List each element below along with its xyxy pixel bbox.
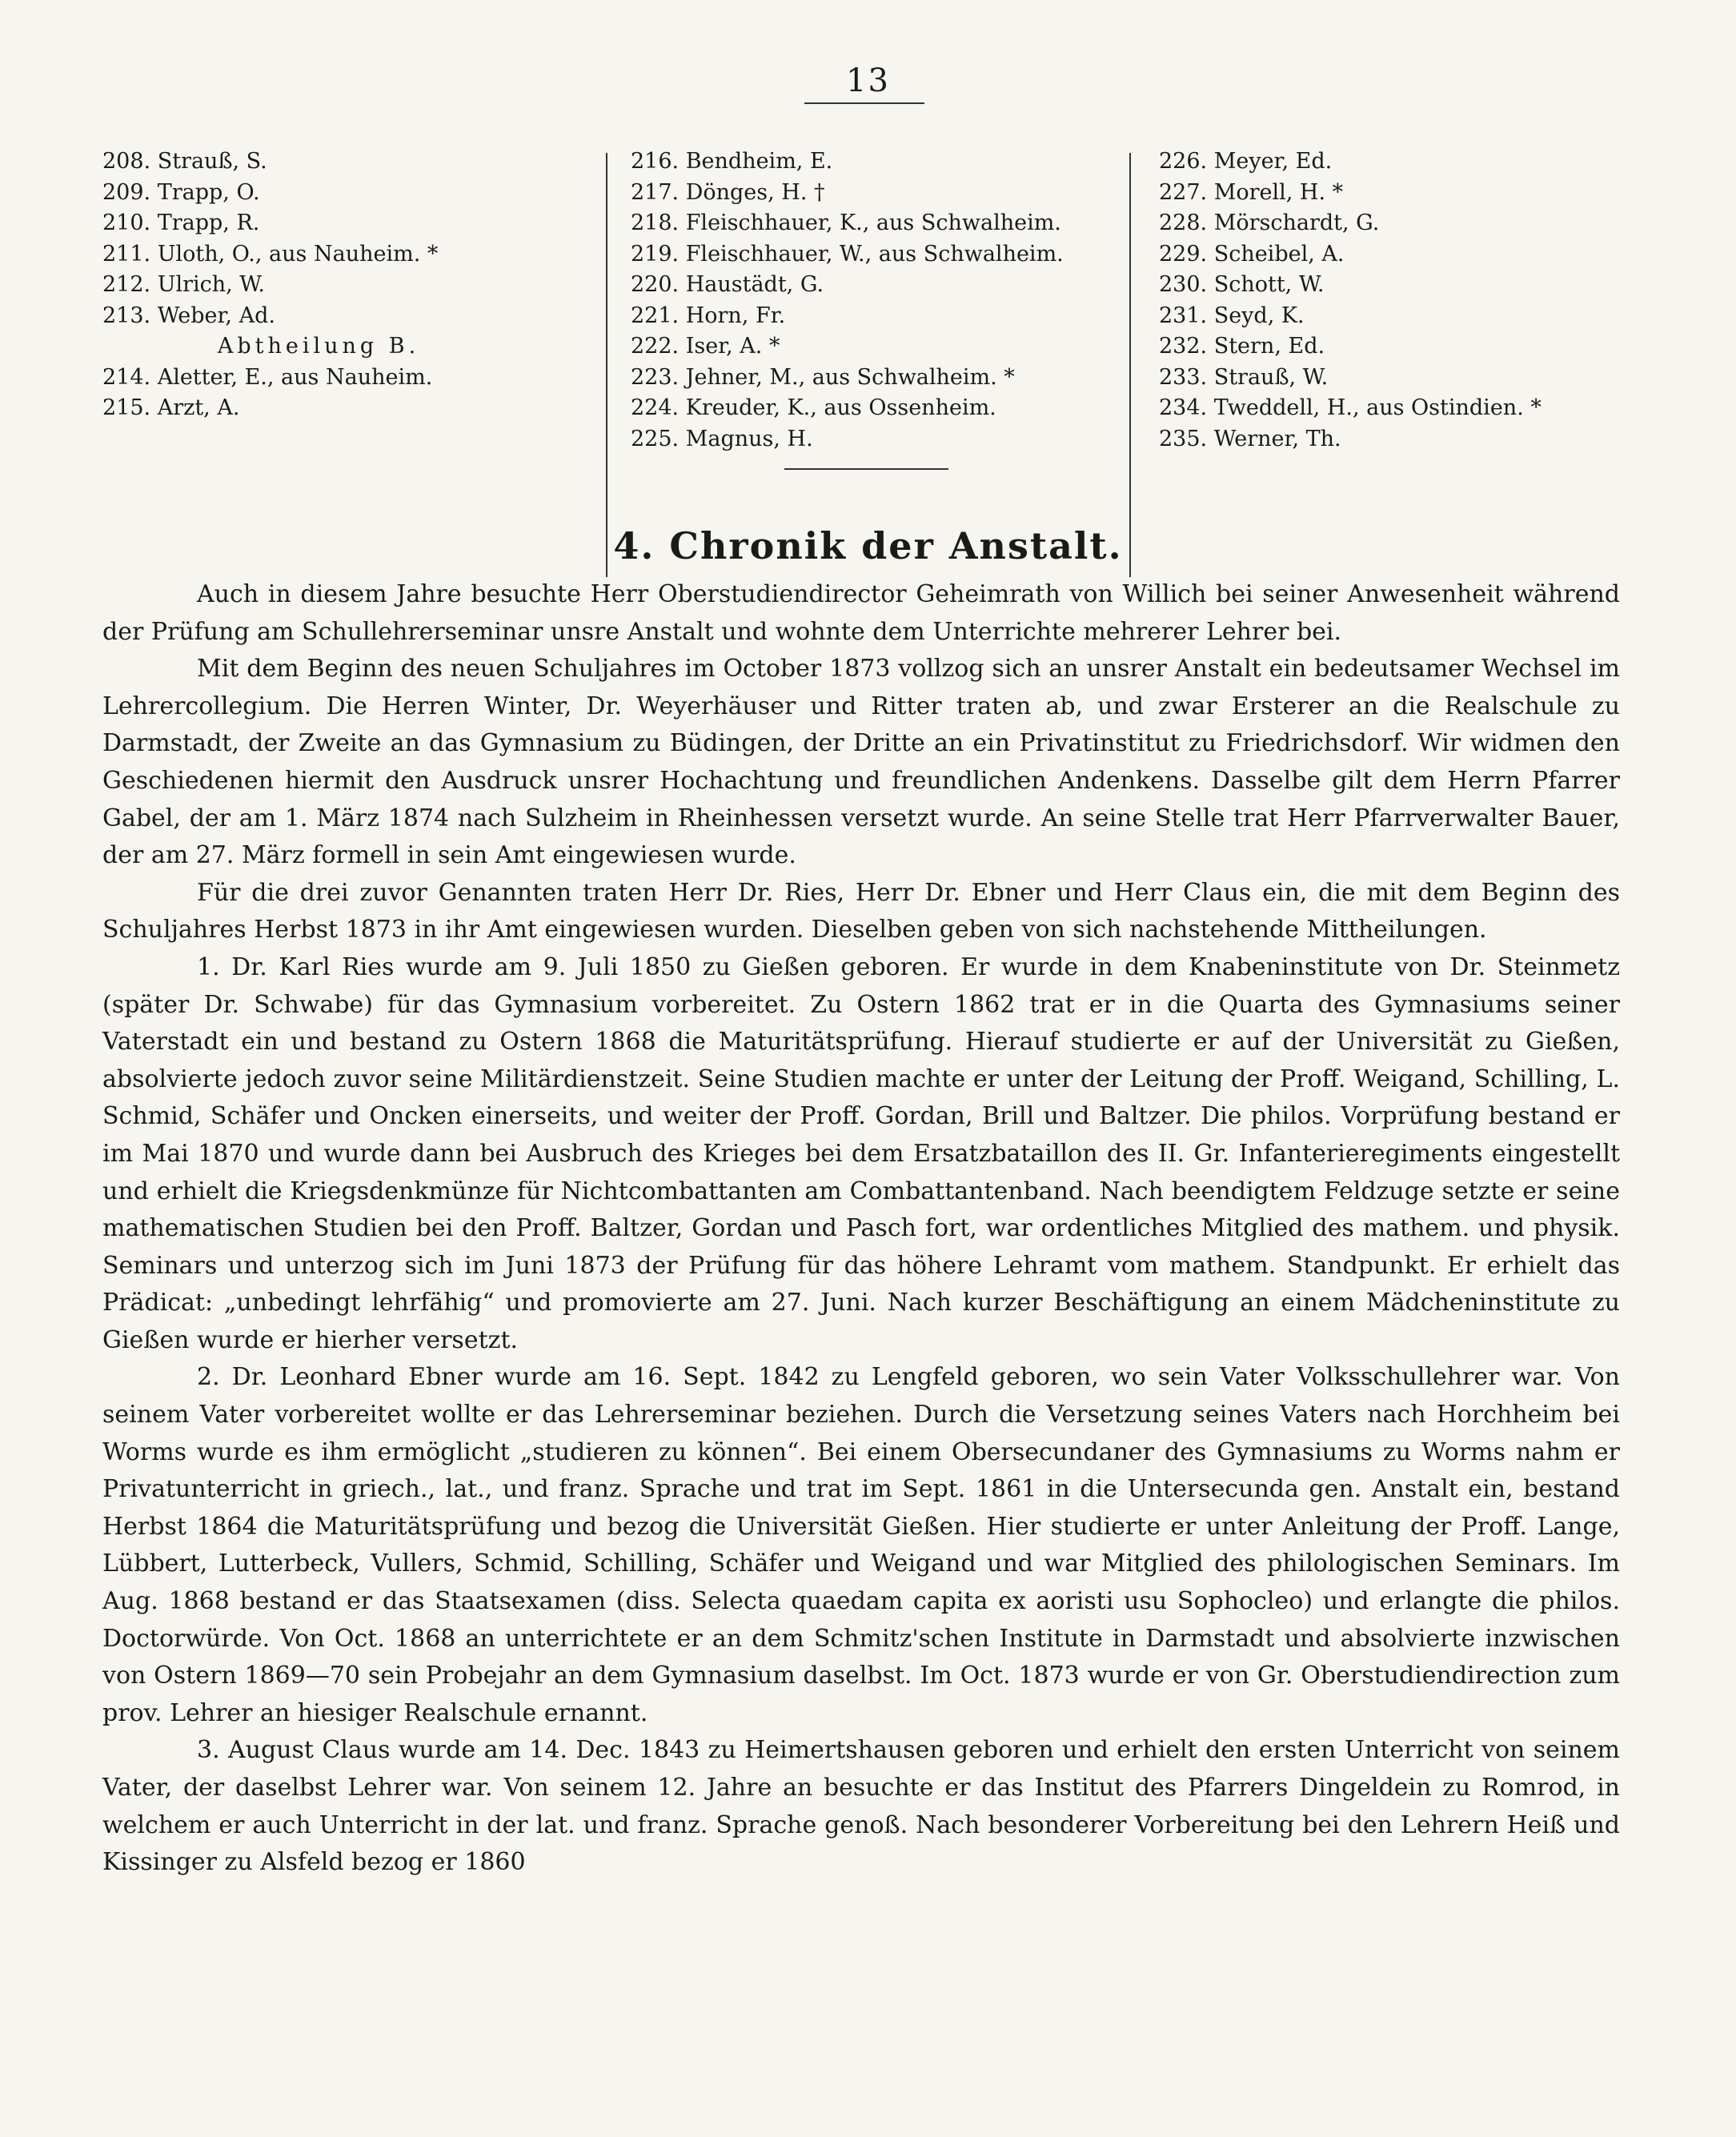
column-divider [1129, 153, 1131, 577]
roster-entry: 212. Ulrich, W. [102, 272, 265, 297]
roster-entry: 224. Kreuder, K., aus Ossenheim. [631, 395, 996, 420]
roster-entry: 218. Fleischhauer, K., aus Schwalheim. [631, 210, 1061, 235]
paragraph: Auch in diesem Jahre besuchte Herr Oberstudiendirector Geheimrath von Willich bei seiner Anwesenheit während der Prüfung am Schullehrerseminar unsre Anstalt und wohnte dem Unterrichte mehrerer Lehrer bei. [102, 580, 1620, 646]
roster-entry: 211. Uloth, O., aus Nauheim. * [102, 241, 439, 267]
paragraph: Für die drei zuvor Genannten traten Herr Dr. Ries, Herr Dr. Ebner und Herr Claus ein, die mit dem Beginn des Schuljahres Herbst 1873 in ihr Amt eingewiesen wurden. Dieselben geben von sich nachstehende Mittheilungen. [102, 878, 1620, 944]
chronicle-body [102, 576, 1620, 1882]
roster-entry: 223. Jehner, M., aus Schwalheim. * [631, 364, 1015, 390]
roster-entry: 228. Mörschardt, G. [1159, 210, 1380, 235]
roster-entry: 219. Fleischhauer, W., aus Schwalheim. [631, 241, 1064, 267]
roster-entry: 221. Horn, Fr. [631, 303, 786, 328]
column-divider [606, 153, 607, 577]
roster-entry: 234. Tweddell, H., aus Ostindien. * [1159, 395, 1542, 420]
roster-entry: 210. Trapp, R. [102, 210, 260, 235]
roster-entry: 230. Schott, W. [1159, 272, 1325, 297]
roster-entry: 232. Stern, Ed. [1159, 334, 1325, 359]
roster-entry: 229. Scheibel, A. [1159, 241, 1345, 267]
section-title: 4. Chronik der Anstalt. [613, 524, 1123, 567]
roster-column-1 [102, 146, 599, 424]
paragraph: 1. Dr. Karl Ries wurde am 9. Juli 1850 zu Gießen geboren. Er wurde in dem Knabeninstitute von Dr. Steinmetz (später Dr. Schwabe) für das Gymnasium vorbereitet. Zu Ostern 1862 trat er in die Quarta des Gymnasiums seiner Vaterstadt ein und bestand zu Ostern 1868 die Maturitätsprüfung. Hierauf studierte er auf der Universität zu Gießen, absolvierte jedoch zuvor seine Militärdienstzeit. Seine Studien machte er unter der Leitung der Proff. Weigand, Schilling, L. Schmid, Schäfer und Oncken einerseits, und weiter der Proff. Gordan, Brill und Baltzer. Die philos. Vorprüfung bestand er im Mai 1870 und wurde dann bei Ausbruch des Krieges bei dem Ersatzbataillon des II. Gr. Infanterieregiments eingestellt und erhielt die Kriegsdenkmünze für Nichtcombattanten am Combattantenband. Nach beendigtem Feldzuge setzte er seine mathematischen Studien bei den Proff. Baltzer, Gordan und Pasch fort, war ordentliches Mitglied des mathem. und physik. Seminars und unterzog sich im Juni 1873 der Prüfung für das höhere Lehramt vom mathem. Standpunkt. Er erhielt das Prädicat: „unbedingt lehrfähig“ und promovierte am 27. Juni. Nach kurzer Beschäftigung an einem Mädcheninstitute zu Gießen wurde er hierher versetzt. [102, 952, 1620, 1354]
roster-entry: 235. Werner, Th. [1159, 426, 1341, 451]
roster-entry: 213. Weber, Ad. [102, 303, 275, 328]
roster-entry: 226. Meyer, Ed. [1159, 149, 1333, 174]
roster-entry: 209. Trapp, O. [102, 179, 260, 205]
paragraph: 3. August Claus wurde am 14. Dec. 1843 zu Heimertshausen geboren und erhielt den ersten Unterricht von seinem Vater, der daselbst Lehrer war. Von seinem 12. Jahre an besuchte er das Institut des Pfarrers Dingeldein zu Romrod, in welchem er auch Unterricht in der lat. und franz. Sprache genoß. Nach besonderer Vorbereitung bei den Lehrern Heiß und Kissinger zu Alsfeld bezog er 1860 [102, 1736, 1620, 1877]
roster-entry: 208. Strauß, S. [102, 149, 267, 174]
roster-entry: 233. Strauß, W. [1159, 364, 1329, 390]
section-divider [784, 468, 948, 470]
roster-entry: 215. Arzt, A. [102, 395, 240, 420]
paragraph: 2. Dr. Leonhard Ebner wurde am 16. Sept. 1842 zu Lengfeld geboren, wo sein Vater Volksschullehrer war. Von seinem Vater vorbereitet wollte er das Lehrerseminar beziehen. Durch die Versetzung seines Vaters nach Horchheim bei Worms wurde es ihm ermöglicht „studieren zu können“. Bei einem Obersecundaner des Gymnasiums zu Worms nahm er Privatunterricht in griech., lat., und franz. Sprache und trat im Sept. 1861 in die Untersecunda gen. Anstalt ein, bestand Herbst 1864 die Maturitätsprüfung und bezog die Universität Gießen. Hier studierte er unter Anleitung der Proff. Lange, Lübbert, Lutterbeck, Vullers, Schmid, Schilling, Schäfer und Weigand und war Mitglied des philologischen Seminars. Im Aug. 1868 bestand er das Staatsexamen (diss. Selecta quaedam capita ex aoristi usu Sophocleo) und erlangte die philos. Doctorwürde. Von Oct. 1868 an unterrichtete er an dem Schmitz'schen Institute in Darmstadt und absolvierte inzwischen von Ostern 1869—70 sein Probejahr an dem Gymnasium daselbst. Im Oct. 1873 wurde er von Gr. Oberstudiendirection zum prov. Lehrer an hiesiger Realschule ernannt. [102, 1363, 1620, 1727]
roster-column-2 [631, 146, 1143, 455]
roster-entry: 227. Morell, H. * [1159, 179, 1344, 205]
page-number-rule [804, 102, 924, 104]
roster-entry: 214. Aletter, E., aus Nauheim. [102, 364, 433, 390]
roster-entry: 225. Magnus, H. [631, 426, 813, 451]
page-number: 13 [846, 62, 890, 99]
roster-entry: 216. Bendheim, E. [631, 149, 833, 174]
roster-entry: 222. Iser, A. * [631, 334, 780, 359]
paragraph: Mit dem Beginn des neuen Schuljahres im October 1873 vollzog sich an unsrer Anstalt ein bedeutsamer Wechsel im Lehrercollegium. Die Herren Winter, Dr. Weyerhäuser und Ritter traten ab, und zwar Ersterer an die Realschule zu Darmstadt, der Zweite an das Gymnasium zu Büdingen, der Dritte an ein Privatinstitut zu Friedrichsdorf. Wir widmen den Geschiedenen hiermit den Ausdruck unsrer Hochachtung und freundlichen Andenkens. Dasselbe gilt dem Herrn Pfarrer Gabel, der am 1. März 1874 nach Sulzheim in Rheinhessen versetzt wurde. An seine Stelle trat Herr Pfarrverwalter Bauer, der am 27. März formell in sein Amt eingewiesen wurde. [102, 655, 1620, 870]
roster-column-3 [1159, 146, 1639, 455]
roster-entry: 217. Dönges, H. † [631, 179, 825, 205]
roster-entry: 220. Haustädt, G. [631, 272, 824, 297]
roster-entry: 231. Seyd, K. [1159, 303, 1305, 328]
roster-subheading: Abtheilung B. [217, 334, 420, 359]
